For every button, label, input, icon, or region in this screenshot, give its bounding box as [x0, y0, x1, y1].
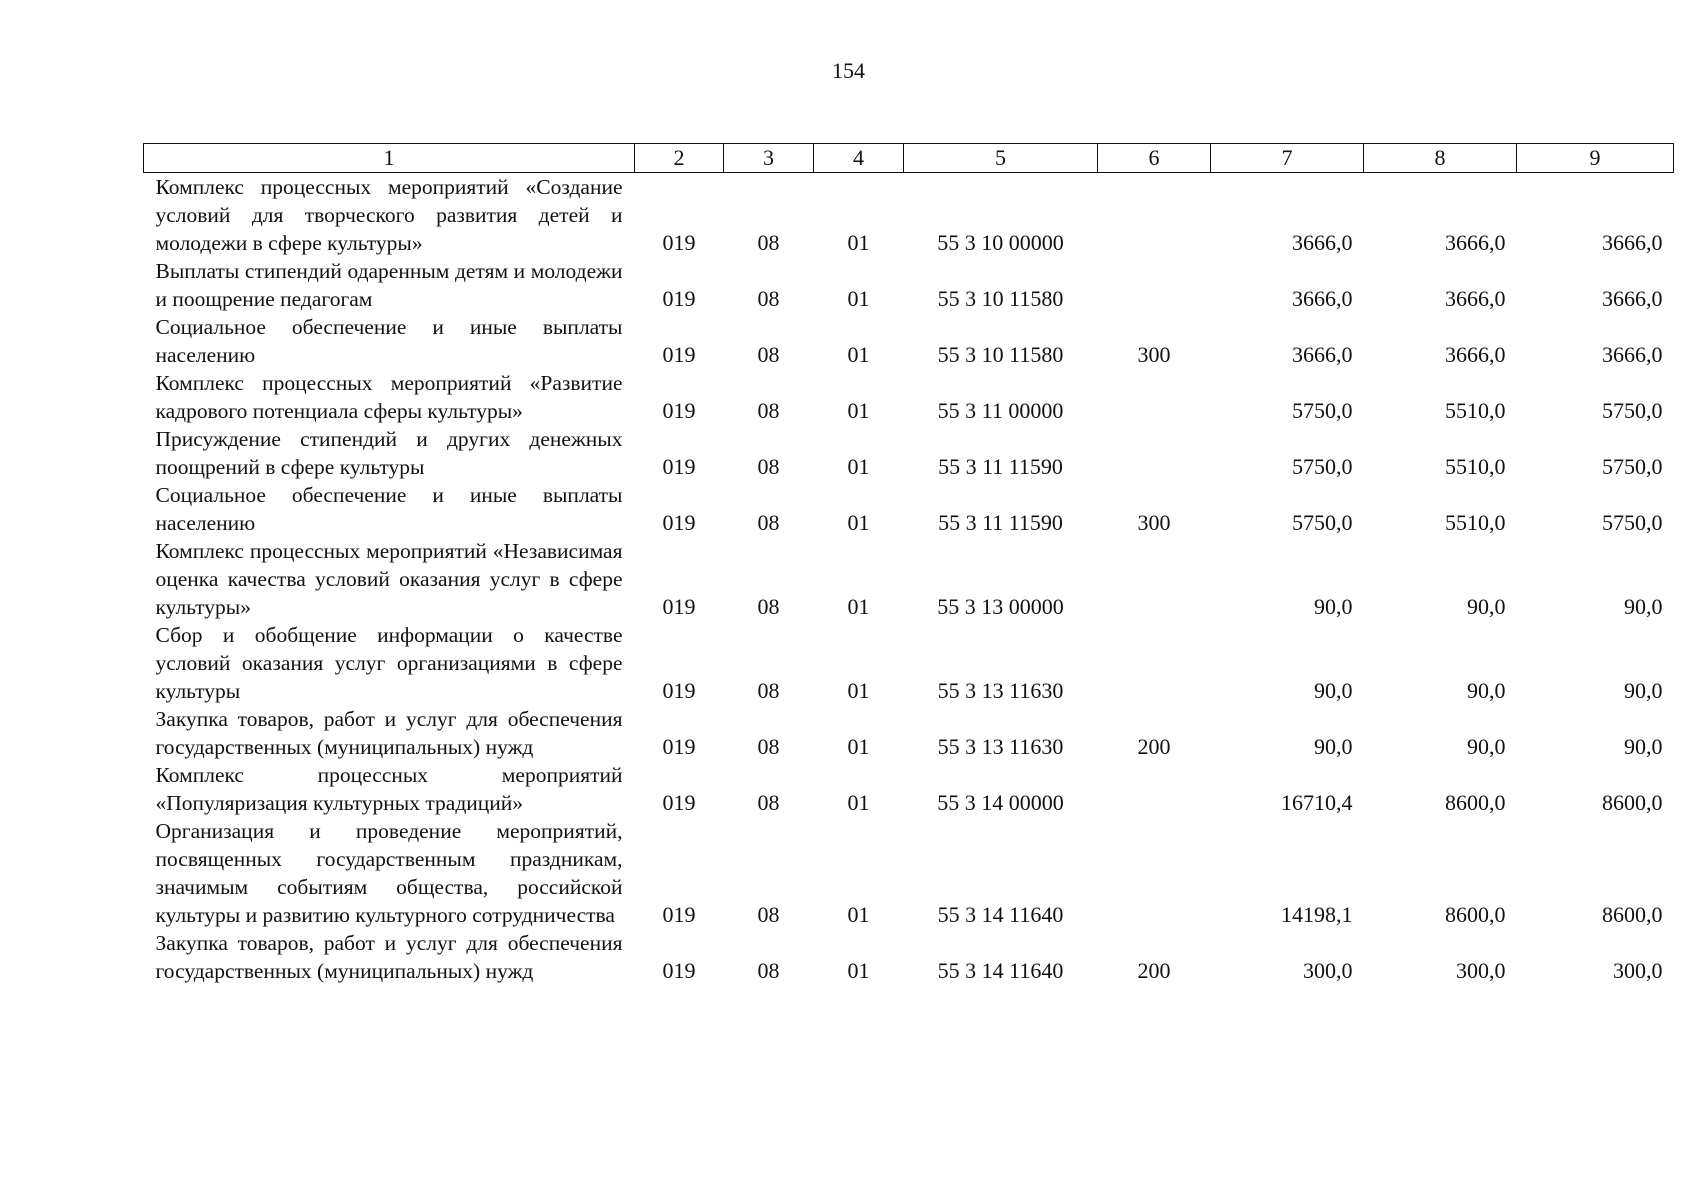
table-row — [144, 313, 1674, 369]
table-row — [144, 705, 1674, 761]
cell-expense-type — [1098, 537, 1211, 621]
cell-expense-type — [1098, 257, 1211, 313]
cell-code: 019 — [662, 594, 696, 619]
cell-target-article: 55 3 13 11630 — [937, 734, 1064, 759]
cell-code: 019 — [662, 790, 696, 815]
cell-amount-1: 16710,4 — [1281, 790, 1353, 815]
cell-amount-1: 5750,0 — [1292, 510, 1353, 535]
cell-target-article: 55 3 13 11630 — [937, 678, 1064, 703]
cell-amount-1: 5750,0 — [1292, 454, 1353, 479]
cell-target-article: 55 3 11 11590 — [938, 510, 1063, 535]
row-name: Социальное обеспечение и иные выплаты населению — [155, 483, 623, 535]
cell-expense-type — [1098, 621, 1211, 705]
cell-expense-type — [1098, 425, 1211, 481]
cell-amount-1: 5750,0 — [1292, 398, 1353, 423]
cell-amount-2: 300,0 — [1456, 958, 1506, 983]
cell-amount-2: 3666,0 — [1445, 230, 1506, 255]
table-row — [144, 929, 1674, 985]
cell-amount-1: 300,0 — [1303, 958, 1353, 983]
cell-amount-3: 8600,0 — [1602, 902, 1663, 927]
cell-code: 019 — [662, 398, 696, 423]
cell-amount-3: 300,0 — [1613, 958, 1663, 983]
cell-target-article: 55 3 10 00000 — [937, 230, 1064, 255]
cell-expense-type: 200 — [1137, 734, 1171, 759]
cell-amount-1: 90,0 — [1314, 594, 1353, 619]
cell-expense-type: 300 — [1137, 510, 1171, 535]
table-row — [144, 817, 1674, 929]
cell-section: 08 — [757, 454, 780, 479]
cell-amount-3: 90,0 — [1624, 594, 1663, 619]
cell-section: 08 — [757, 902, 780, 927]
cell-amount-3: 3666,0 — [1602, 286, 1663, 311]
cell-expense-type — [1098, 761, 1211, 817]
cell-section: 08 — [757, 286, 780, 311]
cell-subsection: 01 — [847, 510, 870, 535]
cell-amount-2: 3666,0 — [1445, 342, 1506, 367]
cell-code: 019 — [662, 342, 696, 367]
table-row — [144, 621, 1674, 705]
cell-subsection: 01 — [847, 790, 870, 815]
row-name: Комплекс процессных мероприятий «Развитие кадрового потенциала сферы культуры» — [155, 371, 623, 423]
page-number: 154 — [832, 58, 865, 83]
column-header: 7 — [1211, 144, 1364, 173]
cell-section: 08 — [757, 510, 780, 535]
cell-section: 08 — [757, 958, 780, 983]
cell-section: 08 — [757, 398, 780, 423]
table-body — [144, 173, 1674, 986]
table-row — [144, 425, 1674, 481]
column-header: 1 — [144, 144, 635, 173]
cell-amount-2: 5510,0 — [1445, 398, 1506, 423]
cell-amount-1: 3666,0 — [1292, 230, 1353, 255]
table-row — [144, 173, 1674, 258]
cell-target-article: 55 3 11 00000 — [937, 398, 1064, 423]
cell-subsection: 01 — [847, 342, 870, 367]
cell-amount-2: 5510,0 — [1445, 510, 1506, 535]
cell-code: 019 — [662, 230, 696, 255]
cell-target-article: 55 3 13 00000 — [937, 594, 1064, 619]
cell-amount-2: 8600,0 — [1445, 902, 1506, 927]
row-name: Закупка товаров, работ и услуг для обеспечения государственных (муниципальных) нужд — [155, 931, 623, 983]
cell-amount-1: 90,0 — [1314, 678, 1353, 703]
cell-code: 019 — [662, 958, 696, 983]
cell-subsection: 01 — [847, 902, 870, 927]
cell-amount-2: 90,0 — [1467, 734, 1506, 759]
cell-amount-1: 14198,1 — [1281, 902, 1353, 927]
row-name: Выплаты стипендий одаренным детям и молодежи и поощрение педагогам — [155, 259, 623, 311]
cell-subsection: 01 — [847, 594, 870, 619]
row-name: Организация и проведение мероприятий, посвященных государственным праздникам, значимым событиям общества, российской культуры и развитию культурного сотрудничества — [155, 819, 623, 927]
table-row — [144, 537, 1674, 621]
cell-amount-2: 90,0 — [1467, 594, 1506, 619]
cell-amount-2: 8600,0 — [1445, 790, 1506, 815]
row-name: Комплекс процессных мероприятий «Создание условий для творческого развития детей и молодежи в сфере культуры» — [155, 175, 623, 255]
cell-amount-3: 90,0 — [1624, 678, 1663, 703]
row-name: Закупка товаров, работ и услуг для обеспечения государственных (муниципальных) нужд — [155, 707, 623, 759]
cell-amount-1: 3666,0 — [1292, 286, 1353, 311]
cell-subsection: 01 — [847, 286, 870, 311]
row-name: Присуждение стипендий и других денежных поощрений в сфере культуры — [155, 427, 623, 479]
row-name: Комплекс процессных мероприятий «Независимая оценка качества условий оказания услуг в сфере культуры» — [155, 539, 623, 619]
cell-amount-3: 8600,0 — [1602, 790, 1663, 815]
cell-amount-2: 3666,0 — [1445, 286, 1506, 311]
cell-amount-3: 3666,0 — [1602, 342, 1663, 367]
cell-target-article: 55 3 10 11580 — [937, 342, 1064, 367]
cell-section: 08 — [757, 678, 780, 703]
cell-target-article: 55 3 10 11580 — [937, 286, 1064, 311]
cell-expense-type — [1098, 817, 1211, 929]
cell-expense-type — [1098, 173, 1211, 258]
column-header: 9 — [1517, 144, 1674, 173]
cell-subsection: 01 — [847, 678, 870, 703]
column-header: 2 — [635, 144, 724, 173]
cell-code: 019 — [662, 678, 696, 703]
cell-expense-type — [1098, 369, 1211, 425]
cell-amount-2: 5510,0 — [1445, 454, 1506, 479]
cell-amount-3: 5750,0 — [1602, 398, 1663, 423]
cell-section: 08 — [757, 594, 780, 619]
column-header: 8 — [1364, 144, 1517, 173]
cell-amount-1: 90,0 — [1314, 734, 1353, 759]
cell-amount-3: 3666,0 — [1602, 230, 1663, 255]
cell-target-article: 55 3 11 11590 — [938, 454, 1063, 479]
budget-table — [143, 143, 1674, 985]
row-name: Комплекс процессных мероприятий «Популяризация культурных традиций» — [155, 763, 623, 815]
cell-expense-type: 200 — [1137, 958, 1171, 983]
column-header: 6 — [1098, 144, 1211, 173]
cell-code: 019 — [662, 286, 696, 311]
cell-amount-1: 3666,0 — [1292, 342, 1353, 367]
cell-subsection: 01 — [847, 454, 870, 479]
cell-target-article: 55 3 14 11640 — [937, 958, 1064, 983]
column-header: 5 — [904, 144, 1098, 173]
table-row — [144, 481, 1674, 537]
row-name: Социальное обеспечение и иные выплаты населению — [155, 315, 623, 367]
cell-amount-3: 90,0 — [1624, 734, 1663, 759]
cell-amount-3: 5750,0 — [1602, 510, 1663, 535]
cell-section: 08 — [757, 790, 780, 815]
cell-subsection: 01 — [847, 398, 870, 423]
column-header: 3 — [724, 144, 814, 173]
cell-section: 08 — [757, 734, 780, 759]
table-row — [144, 257, 1674, 313]
row-name: Сбор и обобщение информации о качестве условий оказания услуг организациями в сфере культуры — [155, 623, 623, 703]
cell-target-article: 55 3 14 11640 — [937, 902, 1064, 927]
cell-subsection: 01 — [847, 734, 870, 759]
header-row — [144, 144, 1674, 173]
cell-amount-2: 90,0 — [1467, 678, 1506, 703]
cell-subsection: 01 — [847, 958, 870, 983]
cell-section: 08 — [757, 342, 780, 367]
cell-section: 08 — [757, 230, 780, 255]
cell-expense-type: 300 — [1137, 342, 1171, 367]
cell-code: 019 — [662, 902, 696, 927]
cell-amount-3: 5750,0 — [1602, 454, 1663, 479]
column-header: 4 — [814, 144, 904, 173]
cell-subsection: 01 — [847, 230, 870, 255]
table-row — [144, 761, 1674, 817]
cell-code: 019 — [662, 734, 696, 759]
table-row — [144, 369, 1674, 425]
cell-code: 019 — [662, 510, 696, 535]
cell-target-article: 55 3 14 00000 — [937, 790, 1064, 815]
cell-code: 019 — [662, 454, 696, 479]
